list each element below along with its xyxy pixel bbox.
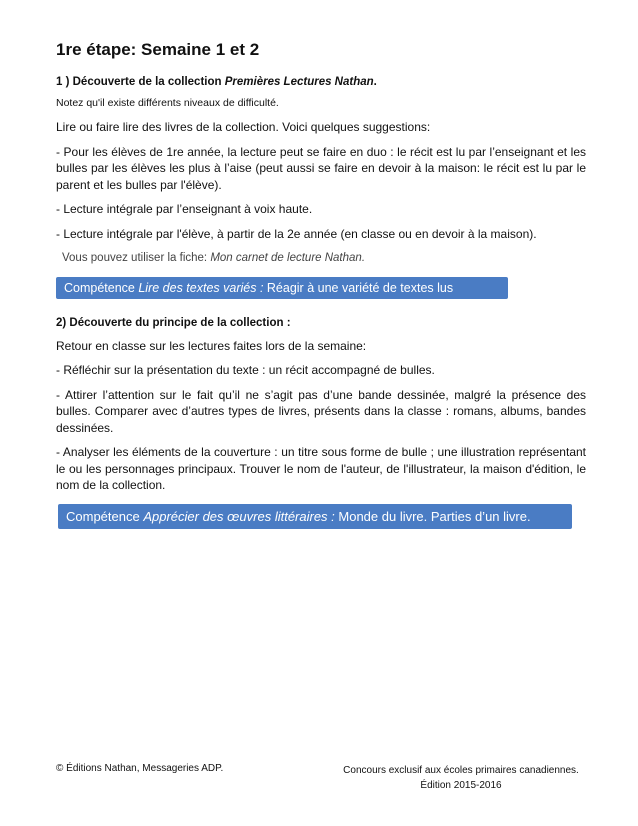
section1-note: Notez qu'il existe différents niveaux de difficulté. (56, 97, 279, 109)
banner2-prefix: Compétence (66, 508, 144, 524)
section2-paragraph-3: - Attirer l’attention sur le fait qu’il ne s’agit pas d’une bande dessinée, malgré la présence des bulles. Comparer avec d’autres types de livres, présents dans la classe : romans, albums, bandes dessinées. (56, 387, 586, 435)
sheet-note-title: Mon carnet de lecture Nathan. (210, 252, 366, 264)
section2-paragraph-4: - Analyser les éléments de la couverture : un titre sous forme de bulle ; une illustration représentant le ou les personnages principaux. Trouver le nom de l'auteur, de l'illustrateur, la maison d'édition, le nom de la collection. (56, 445, 586, 492)
footer-contest-info (336, 763, 586, 793)
banner2-text: Monde du livre. Parties d’un livre. (334, 508, 531, 524)
sheet-note-prefix: Vous pouvez utiliser la fiche: (62, 252, 211, 264)
banner1-text: Réagir à une variété de textes lus (263, 280, 454, 295)
section1-heading-prefix: 1 ) Découverte de la collection (56, 76, 225, 88)
section1-intro: Lire ou faire lire des livres de la collection. Voici quelques suggestions: (56, 120, 431, 134)
section1-heading (56, 76, 586, 88)
section1-bullet-1: - Pour les élèves de 1re année, la lecture peut se faire en duo : le récit est lu par l’enseignant et les bulles par les élèves les plus à l’aise (peut aussi se faire en devoir à la maison: le récit est lu par le parent et les bulles par l'élève). (56, 144, 586, 192)
footer-copyright: © Éditions Nathan, Messageries ADP. (56, 763, 224, 774)
section1-heading-collection: Premières Lectures Nathan (224, 76, 374, 88)
banner2-competence: Apprécier des œuvres littéraires : (143, 508, 335, 524)
section2-heading: 2) Découverte du principe de la collection : (56, 316, 291, 329)
footer-edition-line: Édition 2015-2016 (420, 780, 502, 791)
banner1-competence: Lire des textes variés : (138, 280, 264, 295)
competence-banner-1 (56, 277, 508, 299)
page-title: 1re étape: Semaine 1 et 2 (56, 40, 260, 59)
section2-paragraph-1: Retour en classe sur les lectures faites lors de la semaine: (56, 338, 367, 353)
page-content (56, 40, 586, 529)
section1-sheet-note (56, 250, 586, 267)
section1-bullet-2: - Lecture intégrale par l’enseignant à voix haute. (56, 202, 313, 216)
footer-contest-line: Concours exclusif aux écoles primaires canadiennes. (343, 765, 579, 776)
section1-bullet-3: - Lecture intégrale par l'élève, à partir de la 2e année (en classe ou en devoir à la maison). (56, 226, 537, 241)
section2-paragraph-2: - Réfléchir sur la présentation du texte : un récit accompagné de bulles. (56, 363, 435, 377)
banner1-prefix: Compétence (64, 280, 139, 295)
competence-banner-2 (58, 504, 572, 529)
section1-heading-suffix: . (373, 76, 377, 88)
